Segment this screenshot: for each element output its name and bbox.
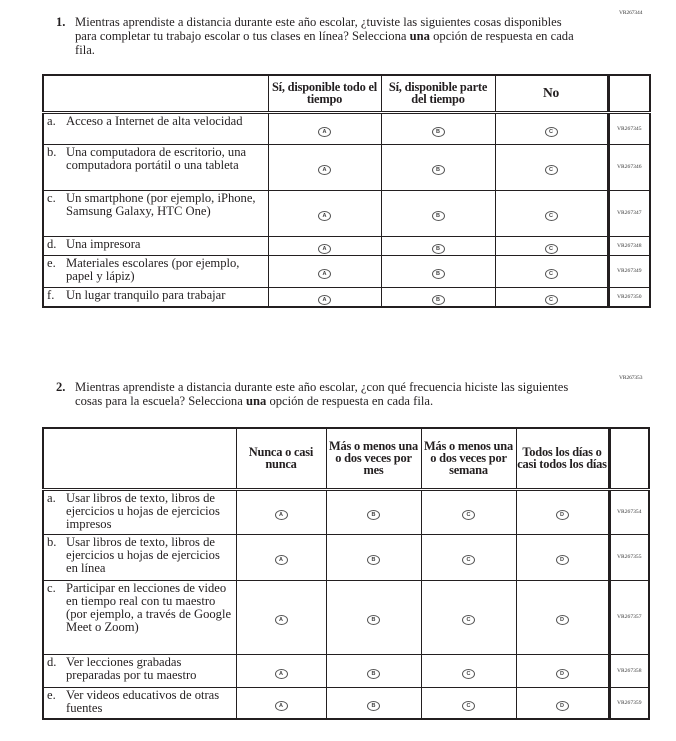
- row-letter: b.: [47, 534, 57, 549]
- answer-cell: [236, 580, 326, 654]
- row-label: Participar en lecciones de video en tiempo real con tu maestro (por ejemplo, a través de Google Meet o Zoom): [66, 580, 232, 634]
- answer-bubble-a-icon[interactable]: A: [275, 555, 288, 565]
- row-id: VR267346: [608, 144, 650, 190]
- question-1-table: [42, 74, 651, 308]
- answer-cell: [236, 654, 326, 687]
- answer-cell: [495, 190, 608, 236]
- answer-bubble-a-icon[interactable]: A: [275, 669, 288, 679]
- answer-bubble-c-icon[interactable]: C: [462, 701, 475, 711]
- question-1: [56, 15, 576, 57]
- answer-cell: [495, 287, 608, 307]
- answer-cell: [421, 654, 516, 687]
- row-letter: d.: [47, 236, 57, 251]
- answer-cell: [326, 687, 421, 719]
- row-id: VR267348: [608, 236, 650, 255]
- answer-cell: [381, 190, 495, 236]
- answer-cell: [268, 112, 381, 144]
- row-label: Una impresora: [66, 236, 141, 251]
- column-header-1: Sí, disponible todo el tiempo: [268, 75, 381, 112]
- answer-bubble-a-icon[interactable]: A: [318, 127, 331, 137]
- column-header-3: Más o menos una o dos veces por semana: [421, 428, 516, 489]
- row-id: VR267350: [608, 287, 650, 307]
- answer-cell: [516, 654, 609, 687]
- row-label-cell: [43, 144, 268, 190]
- answer-cell: [421, 687, 516, 719]
- row-label: Ver lecciones grabadas preparadas por tu maestro: [66, 654, 197, 682]
- answer-bubble-b-icon[interactable]: B: [432, 127, 445, 137]
- header-id-column: [608, 75, 650, 112]
- row-label-cell: [43, 654, 236, 687]
- answer-bubble-c-icon[interactable]: C: [462, 615, 475, 625]
- question-2-text: Mientras aprendiste a distancia durante este año escolar, ¿con qué frecuencia hiciste las siguientes cosas para la escuela? Selecciona una opción de respuesta en cada fila.: [75, 380, 569, 408]
- row-label-cell: [43, 580, 236, 654]
- header-id-column: [609, 428, 649, 489]
- answer-bubble-b-icon[interactable]: B: [432, 165, 445, 175]
- row-label-cell: [43, 687, 236, 719]
- answer-cell: [381, 112, 495, 144]
- answer-bubble-a-icon[interactable]: A: [318, 269, 331, 279]
- row-letter: e.: [47, 255, 56, 270]
- answer-bubble-c-icon[interactable]: C: [462, 555, 475, 565]
- answer-bubble-b-icon[interactable]: B: [367, 615, 380, 625]
- answer-bubble-c-icon[interactable]: C: [462, 669, 475, 679]
- row-id: VR267345: [608, 112, 650, 144]
- answer-cell: [326, 534, 421, 580]
- answer-cell: [268, 255, 381, 287]
- row-label: Materiales escolares (por ejemplo, papel y lápiz): [66, 255, 240, 283]
- answer-bubble-c-icon[interactable]: C: [545, 211, 558, 221]
- question-1-id: VR267344: [619, 10, 643, 16]
- row-label-cell: [43, 287, 268, 307]
- row-label: Acceso a Internet de alta velocidad: [66, 113, 243, 128]
- row-label: Usar libros de texto, libros de ejercicios u hojas de ejercicios impresos: [66, 490, 220, 531]
- row-id: VR267357: [609, 580, 649, 654]
- row-label-cell: [43, 489, 236, 534]
- answer-cell: [495, 144, 608, 190]
- answer-bubble-c-icon[interactable]: C: [545, 295, 558, 305]
- row-letter: c.: [47, 190, 56, 205]
- row-label-cell: [43, 534, 236, 580]
- row-letter: a.: [47, 490, 56, 505]
- column-header-4: Todos los días o casi todos los días: [516, 428, 609, 489]
- column-header-1: Nunca o casi nunca: [236, 428, 326, 489]
- answer-bubble-b-icon[interactable]: B: [367, 669, 380, 679]
- question-2-id: VR267353: [619, 375, 643, 381]
- table-row: [43, 654, 649, 687]
- table-row: [43, 534, 649, 580]
- answer-cell: [495, 112, 608, 144]
- answer-bubble-d-icon[interactable]: D: [556, 615, 569, 625]
- row-letter: e.: [47, 687, 56, 702]
- answer-cell: [516, 534, 609, 580]
- row-letter: b.: [47, 144, 57, 159]
- answer-bubble-b-icon[interactable]: B: [432, 244, 445, 254]
- answer-cell: [236, 687, 326, 719]
- row-label-cell: [43, 255, 268, 287]
- column-header-2: Sí, disponible parte del tiempo: [381, 75, 495, 112]
- answer-bubble-a-icon[interactable]: A: [318, 244, 331, 254]
- table-row: [43, 489, 649, 534]
- answer-cell: [326, 580, 421, 654]
- answer-cell: [495, 255, 608, 287]
- row-id: VR267355: [609, 534, 649, 580]
- answer-bubble-d-icon[interactable]: D: [556, 669, 569, 679]
- answer-bubble-b-icon[interactable]: B: [367, 701, 380, 711]
- answer-bubble-c-icon[interactable]: C: [545, 269, 558, 279]
- answer-cell: [516, 687, 609, 719]
- question-2-table: [42, 427, 650, 720]
- table-row: [43, 190, 650, 236]
- answer-cell: [268, 144, 381, 190]
- row-id: VR267359: [609, 687, 649, 719]
- question-2-number: 2.: [56, 380, 66, 394]
- answer-cell: [236, 489, 326, 534]
- row-label-cell: [43, 112, 268, 144]
- answer-bubble-a-icon[interactable]: A: [275, 701, 288, 711]
- answer-cell: [516, 580, 609, 654]
- answer-bubble-b-icon[interactable]: B: [367, 555, 380, 565]
- answer-cell: [381, 255, 495, 287]
- row-label-cell: [43, 236, 268, 255]
- answer-bubble-a-icon[interactable]: A: [275, 615, 288, 625]
- answer-cell: [326, 654, 421, 687]
- column-header-3: No: [495, 75, 608, 112]
- question-1-number: 1.: [56, 15, 66, 29]
- answer-cell: [421, 580, 516, 654]
- answer-cell: [421, 489, 516, 534]
- table-row: [43, 236, 650, 255]
- header-empty: [43, 75, 268, 112]
- row-label-cell: [43, 190, 268, 236]
- answer-bubble-a-icon[interactable]: A: [275, 510, 288, 520]
- answer-bubble-d-icon[interactable]: D: [556, 701, 569, 711]
- header-empty: [43, 428, 236, 489]
- answer-bubble-a-icon[interactable]: A: [318, 165, 331, 175]
- question-2: [56, 380, 576, 408]
- table-row: [43, 112, 650, 144]
- answer-cell: [268, 287, 381, 307]
- answer-cell: [421, 534, 516, 580]
- column-header-2: Más o menos una o dos veces por mes: [326, 428, 421, 489]
- row-label: Usar libros de texto, libros de ejercicios u hojas de ejercicios en línea: [66, 534, 220, 575]
- answer-cell: [495, 236, 608, 255]
- row-letter: c.: [47, 580, 56, 595]
- row-label: Ver videos educativos de otras fuentes: [66, 687, 220, 715]
- answer-bubble-b-icon[interactable]: B: [432, 295, 445, 305]
- answer-bubble-b-icon[interactable]: B: [432, 211, 445, 221]
- question-1-text: Mientras aprendiste a distancia durante este año escolar, ¿tuviste las siguientes cosas disponibles para completar tu trabajo escolar o tus clases en línea? Selecciona una opción de respuesta en cada fila.: [75, 15, 574, 57]
- table-row: [43, 255, 650, 287]
- table-row: [43, 687, 649, 719]
- answer-bubble-c-icon[interactable]: C: [545, 244, 558, 254]
- answer-cell: [516, 489, 609, 534]
- answer-bubble-a-icon[interactable]: A: [318, 295, 331, 305]
- row-letter: f.: [47, 287, 55, 302]
- row-id: VR267358: [609, 654, 649, 687]
- row-label: Un lugar tranquilo para trabajar: [66, 287, 226, 302]
- row-label: Un smartphone (por ejemplo, iPhone, Samsung Galaxy, HTC One): [66, 190, 256, 218]
- answer-cell: [381, 236, 495, 255]
- answer-cell: [326, 489, 421, 534]
- answer-bubble-a-icon[interactable]: A: [318, 211, 331, 221]
- answer-cell: [381, 287, 495, 307]
- table-row: [43, 580, 649, 654]
- table-row: [43, 287, 650, 307]
- answer-bubble-c-icon[interactable]: C: [545, 165, 558, 175]
- row-id: VR267347: [608, 190, 650, 236]
- row-letter: d.: [47, 654, 57, 669]
- answer-bubble-d-icon[interactable]: D: [556, 510, 569, 520]
- table-row: [43, 144, 650, 190]
- row-id: VR267349: [608, 255, 650, 287]
- answer-bubble-b-icon[interactable]: B: [432, 269, 445, 279]
- answer-cell: [268, 190, 381, 236]
- answer-cell: [236, 534, 326, 580]
- answer-bubble-c-icon[interactable]: C: [545, 127, 558, 137]
- answer-bubble-c-icon[interactable]: C: [462, 510, 475, 520]
- answer-bubble-d-icon[interactable]: D: [556, 555, 569, 565]
- answer-cell: [268, 236, 381, 255]
- row-letter: a.: [47, 113, 56, 128]
- answer-cell: [381, 144, 495, 190]
- row-label: Una computadora de escritorio, una computadora portátil o una tableta: [66, 144, 247, 172]
- row-id: VR267354: [609, 489, 649, 534]
- answer-bubble-b-icon[interactable]: B: [367, 510, 380, 520]
